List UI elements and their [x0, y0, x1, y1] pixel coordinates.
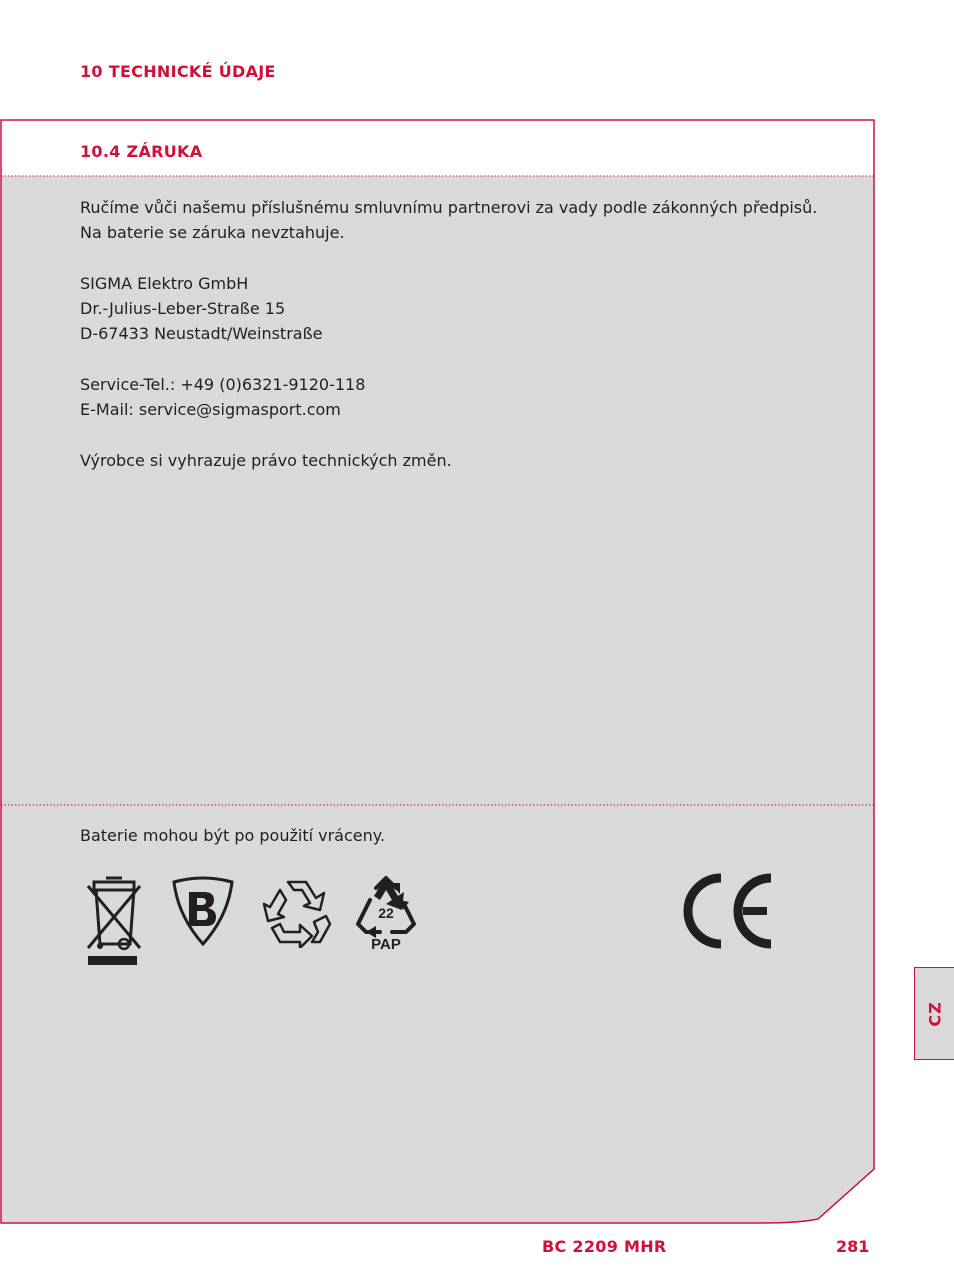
pap-code-number: 22 — [378, 905, 394, 921]
language-tab — [914, 967, 954, 1060]
pap-recycling-code-icon — [354, 874, 418, 952]
warranty-text — [80, 195, 850, 473]
company-city: D-67433 Neustadt/Weinstraße — [80, 324, 323, 344]
warranty-line: Ručíme vůči našemu příslušnému smluvnímu partnerovi za vady podle zákonných předpisů. — [80, 198, 818, 217]
disclaimer: Výrobce si vyhrazuje právo technických změn. — [80, 450, 452, 470]
recycling-arrows-icon — [260, 876, 334, 948]
chapter-title: 10 TECHNICKÉ ÚDAJE — [80, 62, 276, 81]
footer-model-name: BC 2209 MHR — [542, 1237, 667, 1256]
language-tab-label: CZ — [925, 1000, 944, 1027]
section-title: 10.4 ZÁRUKA — [80, 142, 203, 161]
ce-mark-icon — [683, 872, 777, 950]
page-number: 281 — [836, 1237, 870, 1256]
crossed-out-wheelie-bin-icon — [84, 872, 144, 968]
battery-b-icon — [168, 876, 238, 948]
company-name: SIGMA Elektro GmbH — [80, 273, 249, 293]
service-phone: Service-Tel.: +49 (0)6321-9120-118 — [80, 375, 366, 395]
pap-code-label: PAP — [371, 936, 401, 952]
warranty-line: Na baterie se záruka nevztahuje. — [80, 223, 345, 243]
company-street: Dr.-Julius-Leber-Straße 15 — [80, 299, 286, 319]
battery-note: Baterie mohou být po použití vráceny. — [80, 826, 386, 845]
service-email: E-Mail: service@sigmasport.com — [80, 400, 341, 420]
